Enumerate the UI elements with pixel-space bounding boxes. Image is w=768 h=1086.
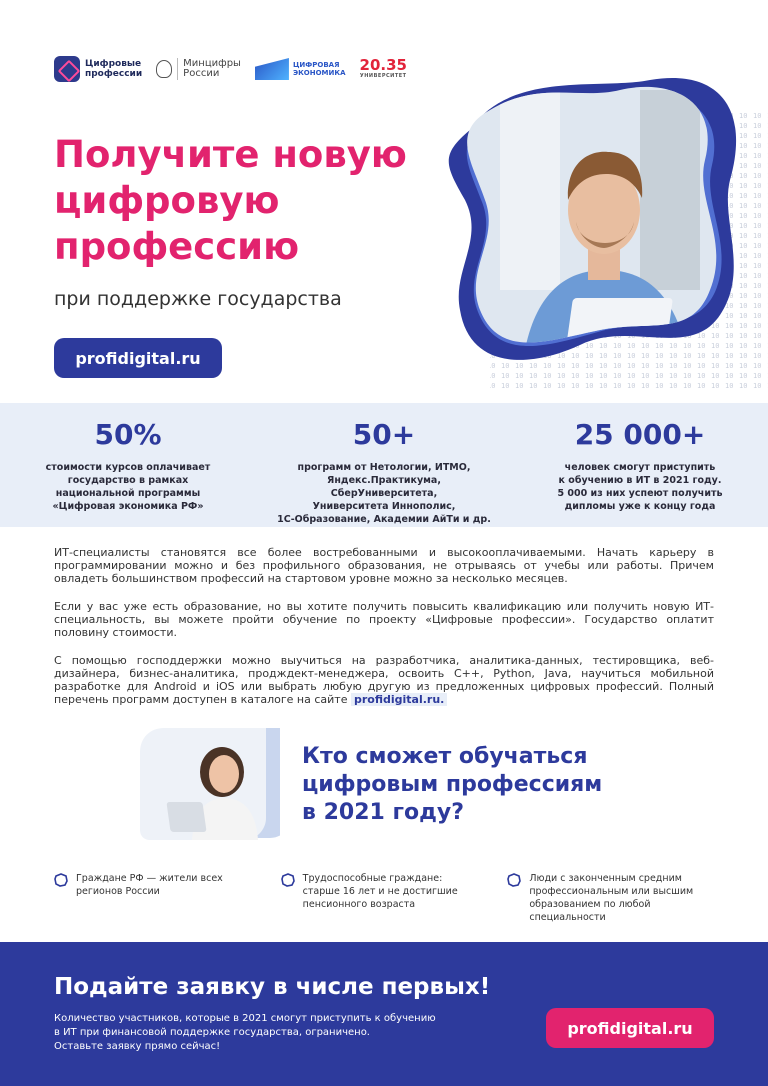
diamond-frame-icon: [54, 873, 68, 887]
list-item: [507, 872, 734, 924]
list-item: [54, 872, 281, 924]
body-text: [54, 546, 714, 721]
logo-mincifry: [156, 58, 241, 80]
diamond-frame-icon: [281, 873, 295, 887]
cp-logo-icon: [54, 56, 80, 82]
logo-cifrovye-professii: [54, 56, 142, 82]
stat-item: [256, 403, 512, 527]
footer-text: Количество участников, которые в 2021 смогут приступить к обучению в ИТ при финансовой поддержке государства, ограничено. Оставьте заявку прямо сейчас!: [54, 1013, 436, 1052]
partner-logos: [54, 56, 407, 82]
paragraph: ИТ-специалисты становятся все более востребованными и высокооплачиваемыми. Начать карьеру в программировании можно и без профильного образования, не отрываясь от учебы или работы. Причем овладеть большинством профессий на стартовом уровне можно за несколько месяцев.: [54, 546, 714, 585]
list-item: [281, 872, 508, 924]
who-can-study-title: Кто сможет обучаться цифровым профессиям в 2021 году?: [302, 744, 603, 825]
footer-title: Подайте заявку в числе первых!: [54, 974, 491, 1000]
stat-description: стоимости курсов оплачивает государство в рамках национальной программы «Цифровая экономика РФ»: [45, 462, 211, 512]
criteria-list: [54, 872, 734, 924]
stat-value: 25 000+: [574, 418, 706, 451]
footer-cta: [0, 942, 768, 1086]
logo-text: ЭКОНОМИКА: [292, 69, 346, 77]
logo-text: России: [183, 68, 220, 79]
stat-value: 50+: [352, 418, 416, 451]
logo-text: профессии: [85, 69, 143, 79]
paragraph: С помощью господдержки можно выучиться на разработчика, аналитика-данных, тестировщика, веб-дизайнера, бизнес-аналитика, продждект-менеджера, освоить С++, Python, Java, научиться мобильной разработке для Android и iOS или выбрать любую другую из предложенных цифровых профессий. Полный перечень программ доступен в каталоге на сайте profidigital.ru.: [54, 654, 714, 706]
logo-cifrovaya-ekonomika: [255, 58, 346, 80]
hero-illustration: [430, 70, 768, 390]
stat-description: человек смогут приступить к обучению в ИТ в 2021 году. 5 000 из них успеют получить дипломы уже к концу года: [557, 462, 723, 512]
stat-item: [0, 403, 256, 527]
logo-text: ЦИФРОВАЯ: [292, 61, 340, 69]
page-subtitle: при поддержке государства: [54, 288, 342, 310]
logo-university-2035: [360, 58, 407, 80]
logo-text: Цифровые: [85, 59, 142, 69]
site-link-button[interactable]: profidigital.ru: [54, 338, 222, 378]
page-title: Получите новую цифровую профессию: [54, 133, 407, 268]
stats-band: [0, 403, 768, 527]
criteria-text: Люди с законченным средним профессиональным или высшим образованием по любой специальности: [529, 873, 694, 923]
apply-link-button[interactable]: profidigital.ru: [546, 1008, 714, 1048]
stat-value: 50%: [94, 418, 162, 451]
criteria-text: Граждане РФ — жители всех регионов России: [76, 873, 223, 897]
diamond-frame-icon: [507, 873, 521, 887]
stat-description: программ от Нетологии, ИТМО, Яндекс.Практикума, СберУниверситета, Университета Иннополис, 1С-Образование, Академии АйТи и др.: [277, 462, 491, 525]
catalog-link[interactable]: profidigital.ru.: [351, 693, 447, 706]
emblem-icon: [156, 60, 172, 78]
woman-photo: [140, 728, 280, 840]
paragraph: Если у вас уже есть образование, но вы хотите получить повысить квалификацию или получить новую ИТ-специальность, вы можете пройти обучение по проекту «Цифровые профессии». Государство оплатит половину стоимости.: [54, 600, 714, 639]
ce-logo-icon: [255, 58, 289, 80]
logo-text: Минцифры: [183, 58, 241, 69]
logo-text: УНИВЕРСИТЕТ: [359, 73, 407, 79]
logo-text: 20.35: [359, 56, 407, 74]
criteria-text: Трудоспособные граждане: старше 16 лет и не достигшие пенсионного возраста: [302, 873, 458, 910]
stat-item: [512, 403, 768, 527]
